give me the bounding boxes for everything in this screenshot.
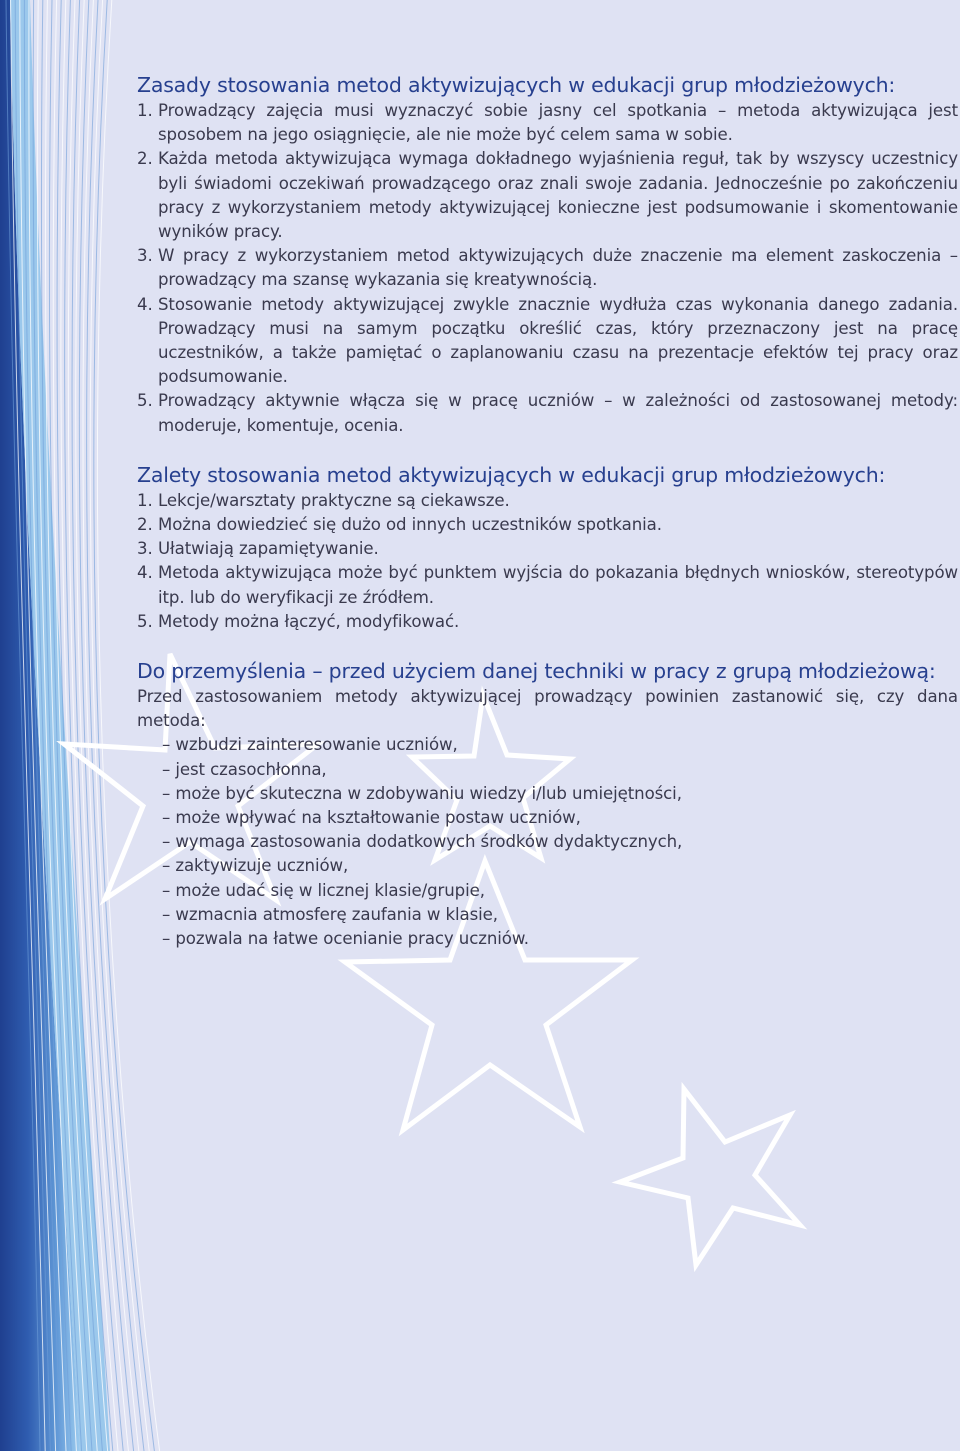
list-item xyxy=(137,99,958,147)
principles-section xyxy=(137,72,958,438)
list-item xyxy=(137,389,958,437)
item-number: 5. xyxy=(137,391,153,411)
bullet-item: – wzmacnia atmosferę zaufania w klasie, xyxy=(162,904,498,924)
item-number: 2. xyxy=(137,149,153,169)
reflection-section xyxy=(137,658,958,951)
item-number: 1. xyxy=(137,101,153,120)
bullet-item: – może udać się w licznej klasie/grupie, xyxy=(162,880,485,900)
advantages-heading: Zalety stosowania metod aktywizujących w edukacji grup młodzieżowych: xyxy=(137,462,886,487)
item-number: 1. xyxy=(137,490,153,510)
star-icon xyxy=(620,1089,800,1265)
list-item xyxy=(137,293,958,390)
bullet-item: – pozwala na łatwe ocenianie pracy uczniów. xyxy=(162,929,529,949)
item-text: Ułatwiają zapamiętywanie. xyxy=(158,539,379,559)
list-item xyxy=(137,244,958,292)
item-number: 3. xyxy=(137,539,153,559)
bullet-item: – może wpływać na kształtowanie postaw uczniów, xyxy=(162,808,581,828)
list-item xyxy=(137,537,958,561)
list-item xyxy=(137,489,958,513)
item-number: 2. xyxy=(137,515,153,535)
bullet-item: – może być skuteczna w zdobywaniu wiedzy i/lub umiejętności, xyxy=(162,783,682,803)
list-item xyxy=(137,513,958,537)
reflection-heading: Do przemyślenia – przed użyciem danej techniki w pracy z grupą młodzieżową: xyxy=(137,659,936,684)
item-text: Stosowanie metody aktywizującej zwykle znacznie wydłuża czas wykonania danego zadania. Prowadzący musi na samym początku określić czas, który przeznaczony jest na pracę uczestników, a także pamiętać o zaplanowaniu czasu na prezentacje efektów tej pracy oraz podsumowanie. xyxy=(158,294,958,387)
advantages-section xyxy=(137,462,958,634)
item-text: Można dowiedzieć się dużo od innych uczestników spotkania. xyxy=(158,515,662,535)
item-text: Lekcje/warsztaty praktyczne są ciekawsze. xyxy=(158,490,510,510)
bullet-item: – wymaga zastosowania dodatkowych środków dydaktycznych, xyxy=(162,832,683,852)
reflection-intro: Przed zastosowaniem metody aktywizującej prowadzący powinien zastanowić się, czy dana metoda: xyxy=(137,687,958,731)
item-number: 3. xyxy=(137,246,153,266)
item-text: Prowadzący aktywnie włącza się w pracę uczniów – w zależności od zastosowanej metody: moderuje, komentuje, ocenia. xyxy=(158,391,958,435)
principles-heading: Zasady stosowania metod aktywizujących w edukacji grup młodzieżowych: xyxy=(137,73,896,97)
item-number: 4. xyxy=(137,563,153,583)
bullet-item: – wzbudzi zainteresowanie uczniów, xyxy=(162,735,458,755)
document-content xyxy=(137,72,958,951)
bullet-item: – jest czasochłonna, xyxy=(162,759,327,779)
item-text: W pracy z wykorzystaniem metod aktywizujących duże znaczenie ma element zaskoczenia – prowadzący ma szansę wykazania się kreatywnością. xyxy=(158,246,958,290)
list-item xyxy=(137,610,958,634)
item-text: Każda metoda aktywizująca wymaga dokładnego wyjaśnienia reguł, tak by wszyscy uczestnicy byli świadomi oczekiwań prowadzącego oraz znali swoje zadania. Jednocześnie po zakończeniu pracy z wykorzystaniem metody aktywizującej konieczne jest podsumowanie i skomentowanie wyników pracy. xyxy=(158,149,958,242)
bullet-item: – zaktywizuje uczniów, xyxy=(162,856,349,876)
list-item xyxy=(137,147,958,244)
item-number: 4. xyxy=(137,294,153,314)
item-text: Prowadzący zajęcia musi wyznaczyć sobie jasny cel spotkania – metoda aktywizująca jest sposobem na jego osiągnięcie, ale nie może być celem sama w sobie. xyxy=(158,101,958,145)
item-text: Metoda aktywizująca może być punktem wyjścia do pokazania błędnych wniosków, stereotypów itp. lub do weryfikacji ze źródłem. xyxy=(158,563,958,607)
list-item xyxy=(137,561,958,609)
item-text: Metody można łączyć, modyfikować. xyxy=(158,611,460,631)
item-number: 5. xyxy=(137,611,153,631)
